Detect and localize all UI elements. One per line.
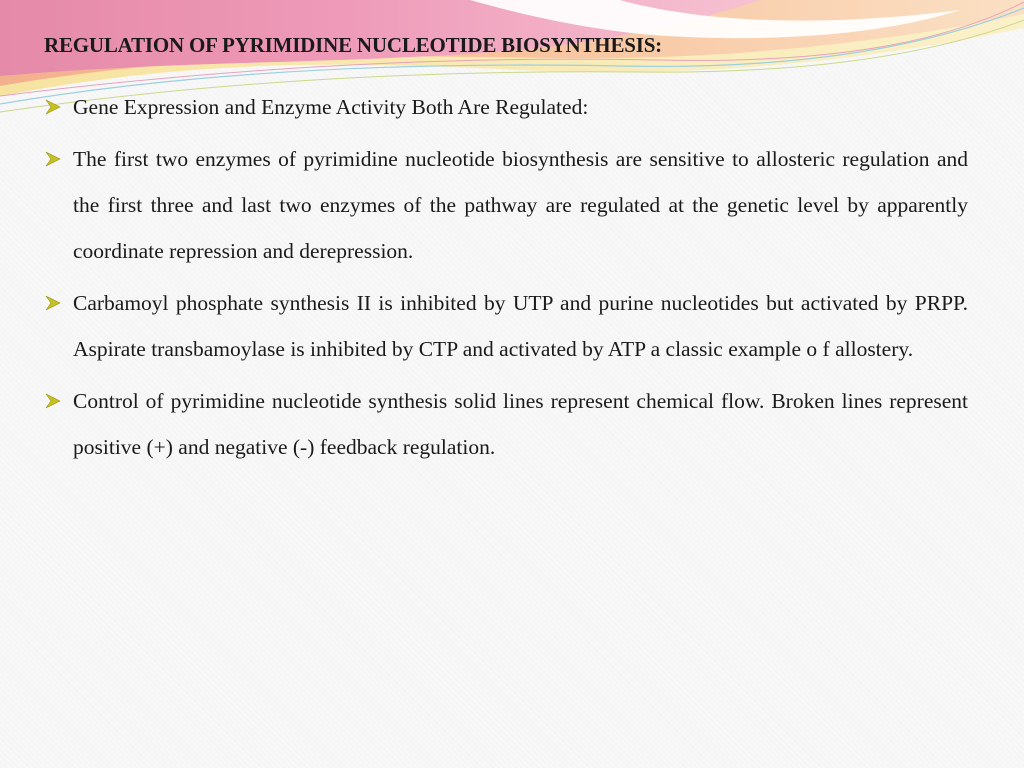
arrow-bullet-icon [44, 295, 62, 311]
bullet-item [44, 84, 968, 130]
bullet-text: Gene Expression and Enzyme Activity Both Are Regulated: [73, 95, 589, 119]
arrow-bullet-icon [44, 99, 62, 115]
arrow-bullet-icon [44, 151, 62, 167]
bullet-item [44, 280, 968, 372]
bullet-item [44, 136, 968, 274]
bullet-item [44, 378, 968, 470]
arrow-bullet-icon [44, 393, 62, 409]
bullet-text: The first two enzymes of pyrimidine nucleotide biosynthesis are sensitive to allosteric regulation and the first three and last two enzymes of the pathway are regulated at the genetic level by apparently coordinate repression and derepression. [73, 147, 968, 263]
slide-title: REGULATION OF PYRIMIDINE NUCLEOTIDE BIOSYNTHESIS: [44, 33, 662, 57]
bullet-list [44, 84, 968, 476]
bullet-text: Control of pyrimidine nucleotide synthesis solid lines represent chemical flow. Broken lines represent positive (+) and negative (-) feedback regulation. [73, 389, 968, 459]
bullet-text: Carbamoyl phosphate synthesis II is inhibited by UTP and purine nucleotides but activated by PRPP. Aspirate transbamoylase is inhibited by CTP and activated by ATP a classic example o f allostery. [73, 291, 968, 361]
